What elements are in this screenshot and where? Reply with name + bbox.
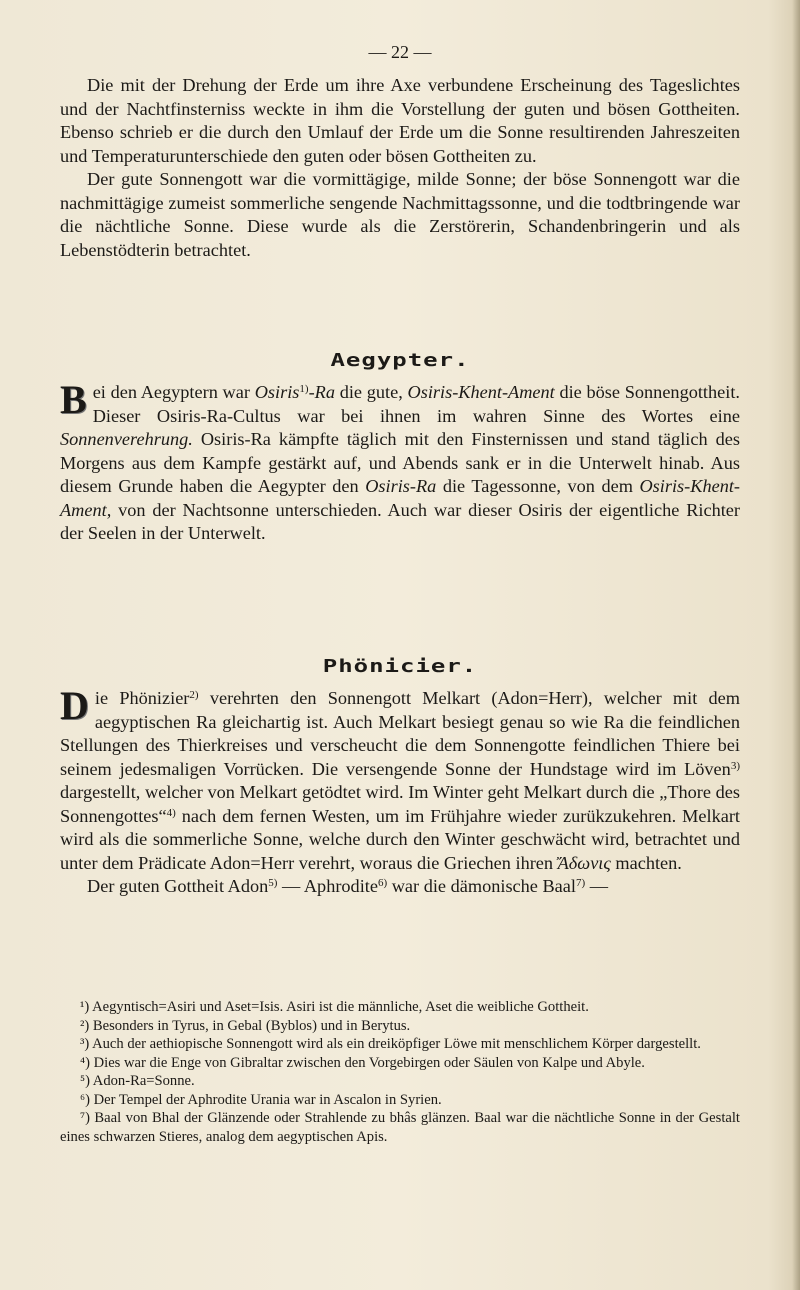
text-run: Der guten Gottheit Adon bbox=[87, 876, 269, 896]
footnote-6: ⁶) Der Tempel der Aphrodite Urania war in Ascalon in Syrien. bbox=[80, 1091, 442, 1108]
footnote-ref-4: 4) bbox=[166, 806, 176, 819]
paragraph-aegypter bbox=[60, 377, 740, 546]
intro-section bbox=[60, 74, 740, 262]
text-run: war die dämonische Baal bbox=[387, 876, 576, 896]
footnote-ref-3: 3) bbox=[730, 759, 740, 772]
text-run: machten. bbox=[610, 852, 682, 873]
paragraph-adon-baal bbox=[60, 875, 740, 899]
page-edge-shadow bbox=[792, 0, 800, 1290]
footnote-ref-7: 7) bbox=[576, 877, 586, 889]
text-run: verehrten den Sonnengott Melkart (Adon=Herr), welcher mit dem aegyptischen Ra gleichartig ist. Auch Melkart besiegt genau so wie Ra die feindlichen Stellungen des Thierkreises und verscheucht die dem Sonnengotte feindlichen Thiere bei seinem jedesmaligen Vorrücken. Die versengende Sonne der Hundstage wird im Löven bbox=[60, 688, 741, 779]
ra-term: -Ra bbox=[308, 382, 335, 402]
sonnenverehrung-term: Sonnenverehrung. bbox=[60, 429, 193, 449]
section-heading-phoenicier: Phönicier. bbox=[322, 655, 478, 677]
text-run: von der Nachtsonne unterschieden. Auch war dieser Osiris der eigentliche Richter der Seelen in der Unterwelt. bbox=[60, 499, 740, 543]
paragraph-sun-gods: Der gute Sonnengott war die vormittägige, milde Sonne; der böse Sonnengott war die nachmittägige zumeist sommerliche sengende Nachmittagssonne, und die todtbringende war die nächtliche Sonne. Diese wurde als die Zerstörerin, Schandenbringerin und als Lebenstödterin betrachtet. bbox=[60, 169, 740, 260]
drop-cap-b: B bbox=[60, 377, 87, 422]
footnote-4: ⁴) Dies war die Enge von Gibraltar zwischen den Vorgebirgen oder Säulen von Kalpe und Abyle. bbox=[80, 1054, 645, 1071]
text-run: ei den Aegyptern war bbox=[92, 382, 255, 402]
text-run: die gute, bbox=[334, 382, 408, 402]
paragraph-phoenicier bbox=[60, 683, 741, 875]
text-run: nach dem fernen Westen, um im Frühjahre wieder zurükzukehren. Melkart wird als die sommerliche Sonne, welche durch den Winter geschwächt wird, betrachtet und unter dem Prädicate Adon=Herr verehrt, woraus die Griechen ihren bbox=[60, 805, 740, 873]
text-run: dargestellt, welcher von Melkart getödtet wird. Im Winter geht Melkart durch die „Thore des Sonnengottes“ bbox=[60, 782, 740, 826]
paragraph-light-and-darkness: Die mit der Drehung der Erde um ihre Axe verbundene Erscheinung des Tageslichtes und der Nachtfinsterniss weckte in ihm die Vorstellung der guten und bösen Gottheiten. Ebenso schrieb er die durch den Umlauf der Erde um die Sonne resultirenden Jahreszeiten und Temperaturunterschiede den guten oder bösen Gottheiten zu. bbox=[60, 75, 740, 166]
footnote-2: ²) Besonders in Tyrus, in Gebal (Byblos) und in Berytus. bbox=[80, 1017, 411, 1034]
phoenicier-section bbox=[60, 683, 741, 899]
footnote-5: ⁵) Adon-Ra=Sonne. bbox=[80, 1073, 195, 1089]
text-run: die Tagessonne, von dem bbox=[436, 476, 640, 496]
footnote-ref-6: 6) bbox=[377, 877, 388, 889]
footnote-1: ¹) Aegyntisch=Asiri und Aset=Isis. Asiri ist die männliche, Aset die weibliche Gottheit. bbox=[80, 999, 589, 1015]
text-run: — bbox=[585, 876, 609, 896]
footnote-7: ⁷) Baal von Bhal der Glänzende oder Strahlende zu bhâs glänzen. Baal war die nächtliche Sonne in der Gestalt eines schwarzen Stieres, analog dem aegyptischen Apis. bbox=[60, 1110, 740, 1145]
footnotes bbox=[60, 998, 740, 1146]
osiris-ra-term: Osiris-Ra bbox=[365, 476, 437, 496]
text-run: die böse Sonnengottheit. Dieser Osiris-Ra-Cultus war bei ihnen im wahren Sinne des Wortes eine bbox=[92, 382, 740, 426]
footnote-ref-1: 1) bbox=[299, 383, 309, 395]
footnote-ref-5: 5) bbox=[268, 877, 278, 889]
drop-cap-d: D bbox=[60, 683, 89, 728]
text-run: Osiris-Ra kämpfte täglich mit den Finsternissen und stand täglich des Morgens aus dem Kampfe gestärkt auf, und Abends sank er in die Unterwelt hinab. Aus diesem Grunde haben die Aegypter den bbox=[60, 429, 740, 496]
osiris-khent-ament-term: Osiris-Khent-Ament bbox=[407, 382, 555, 402]
text-run: — Aphrodite bbox=[277, 876, 378, 896]
footnote-3: ³) Auch der aethiopische Sonnengott wird als ein dreiköpfiger Löwe mit menschlichem Körper dargestellt. bbox=[80, 1036, 701, 1052]
aegypter-section bbox=[60, 377, 740, 546]
greek-adonis: Ἄδωνις bbox=[557, 852, 611, 873]
osiris-khent-ament-term-2: Osiris-Khent-Ament, bbox=[60, 476, 740, 520]
footnote-ref-2: 2) bbox=[189, 689, 199, 701]
section-heading-aegypter: Aegypter. bbox=[330, 349, 470, 371]
page-number: — 22 — bbox=[368, 42, 432, 62]
text-run: ie Phönizier bbox=[94, 688, 190, 708]
osiris-term: Osiris bbox=[254, 382, 300, 402]
